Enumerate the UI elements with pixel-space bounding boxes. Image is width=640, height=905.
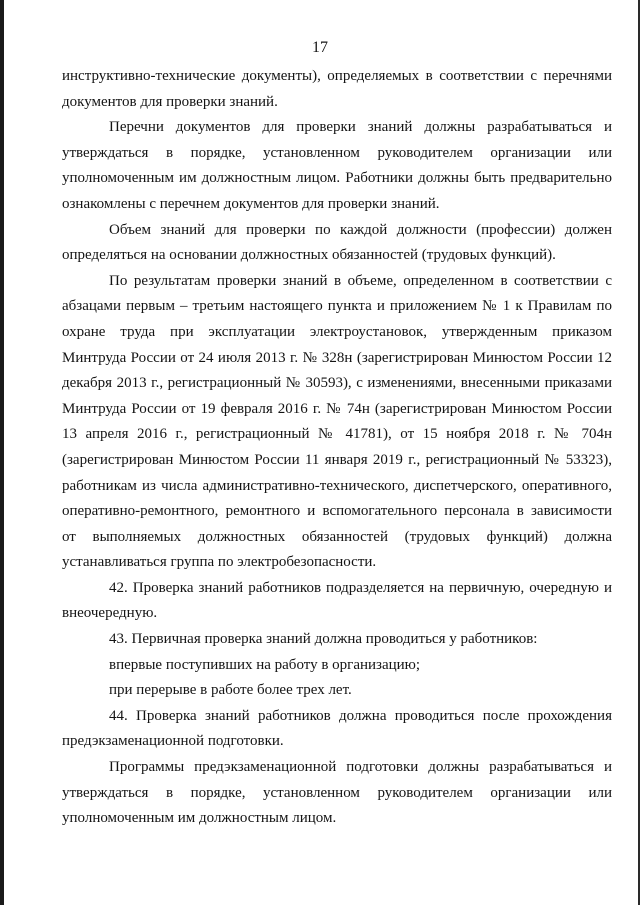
text-line: Объем знаний для проверки по каждой должности (профессии) должен (109, 221, 612, 238)
text-line: от выполняемых должностных обязанностей (трудовых функций) должна (62, 528, 612, 545)
page-number: 17 (312, 39, 328, 56)
text-line: По результатам проверки знаний в объеме, определенном в соответствии с (109, 272, 612, 289)
text-line: уполномоченным им должностным лицом. (62, 810, 337, 827)
text-line: охране труда при эксплуатации электроустановок, утвержденным приказом (62, 323, 612, 340)
text-line: работникам из числа административно-технического, диспетчерского, оперативного, (62, 477, 612, 494)
text-line: впервые поступивших на работу в организацию; (109, 656, 421, 673)
text-line: утверждаться в порядке, установленном руководителем организации или (62, 784, 612, 801)
text-line: Минтруда России от 19 февраля 2016 г. № 74н (зарегистрирован Минюстом России (62, 400, 612, 417)
text-line: Перечни документов для проверки знаний должны разрабатываться и (109, 119, 612, 136)
text-line: ознакомлены с перечнем документов для проверки знаний. (62, 195, 440, 212)
text-line: уполномоченным им должностным лицом. Работники должны быть предварительно (62, 170, 612, 187)
scan-edge-left (0, 0, 4, 905)
text-line: Программы предэкзаменационной подготовки должны разрабатываться и (109, 759, 612, 776)
text-line: устанавливаться группа по электробезопасности. (62, 554, 377, 571)
text-line: предэкзаменационной подготовки. (62, 733, 284, 750)
text-line: Минтруда России от 24 июля 2013 г. № 328н (зарегистрирован Минюстом России 12 (62, 349, 612, 366)
text-line: оперативно-ремонтного, ремонтного и вспомогательного персонала в зависимости (62, 503, 612, 520)
text-line: определяться на основании должностных обязанностей (трудовых функций). (62, 247, 556, 264)
text-line: 13 апреля 2016 г., регистрационный № 41781), от 15 ноября 2018 г. № 704н (62, 426, 612, 443)
text-line: абзацами первым – третьим настоящего пункта и приложением № 1 к Правилам по (62, 298, 612, 315)
text-line: декабря 2013 г., регистрационный № 30593), с изменениями, внесенными приказами (62, 375, 612, 392)
text-line: внеочередную. (62, 605, 158, 622)
text-line: 42. Проверка знаний работников подразделяется на первичную, очередную и (109, 579, 612, 596)
text-line: 44. Проверка знаний работников должна проводиться после прохождения (109, 707, 612, 724)
text-line: (зарегистрирован Минюстом России 11 января 2019 г., регистрационный № 53323), (62, 451, 612, 468)
text-line: при перерыве в работе более трех лет. (109, 682, 352, 699)
text-line: 43. Первичная проверка знаний должна проводиться у работников: (109, 631, 538, 648)
text-line: инструктивно-технические документы), определяемых в соответствии с перечнями (62, 68, 612, 84)
text-line: утверждаться в порядке, установленном руководителем организации или (62, 144, 612, 161)
document-body (62, 64, 612, 832)
text-line: документов для проверки знаний. (62, 93, 278, 110)
